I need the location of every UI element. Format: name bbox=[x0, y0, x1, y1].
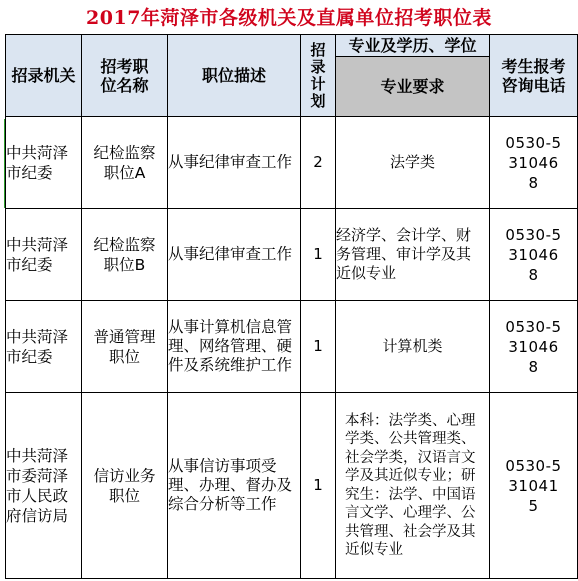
position-cell: 纪检监察职位A bbox=[82, 117, 168, 209]
requirement-cell: 计算机类 bbox=[336, 301, 490, 393]
table-row bbox=[6, 117, 578, 209]
position-cell: 纪检监察职位B bbox=[82, 209, 168, 301]
description-cell: 从事纪律审查工作 bbox=[168, 117, 301, 209]
org-cell: 中共菏泽市委菏泽市人民政府信访局 bbox=[6, 393, 82, 579]
table-row bbox=[6, 209, 578, 301]
description-cell: 从事纪律审查工作 bbox=[168, 209, 301, 301]
phone-cell: 0530-5310468 bbox=[490, 117, 578, 209]
plan-cell: 1 bbox=[301, 301, 336, 393]
header-description: 职位描述 bbox=[168, 35, 301, 117]
positions-table bbox=[5, 34, 578, 579]
header-position-name: 招考职位名称 bbox=[82, 35, 168, 117]
table-title: 2017年菏泽市各级机关及直属单位招考职位表 bbox=[86, 7, 492, 29]
header-org: 招录机关 bbox=[6, 35, 82, 117]
header-major-group: 专业及学历、学位 bbox=[336, 35, 490, 57]
phone-cell: 0530-5310468 bbox=[490, 209, 578, 301]
requirement-cell: 法学类 bbox=[336, 117, 490, 209]
plan-cell: 1 bbox=[301, 393, 336, 579]
table-row bbox=[6, 393, 578, 579]
requirement-cell: 经济学、会计学、财务管理、审计学及其近似专业 bbox=[336, 209, 490, 301]
description-cell: 从事计算机信息管理、网络管理、硬件及系统维护工作 bbox=[168, 301, 301, 393]
header-phone: 考生报考咨询电话 bbox=[490, 35, 578, 117]
phone-cell: 0530-5310415 bbox=[490, 393, 578, 579]
header-major-requirement: 专业要求 bbox=[336, 57, 490, 117]
description-cell: 从事信访事项受理、办理、督办及综合分析等工作 bbox=[168, 393, 301, 579]
phone-cell: 0530-5310468 bbox=[490, 301, 578, 393]
plan-cell: 2 bbox=[301, 117, 336, 209]
position-cell: 信访业务职位 bbox=[82, 393, 168, 579]
org-cell: 中共菏泽市纪委 bbox=[6, 117, 82, 209]
requirement-cell: 本科：法学类、心理学类、公共管理类、社会学类，汉语言文学及其近似专业；研究生：法学、中国语言文学、心理学、公共管理、社会学及其近似专业 bbox=[336, 393, 490, 579]
org-cell: 中共菏泽市纪委 bbox=[6, 301, 82, 393]
position-cell: 普通管理职位 bbox=[82, 301, 168, 393]
org-cell: 中共菏泽市纪委 bbox=[6, 209, 82, 301]
table-row bbox=[6, 301, 578, 393]
plan-cell: 1 bbox=[301, 209, 336, 301]
header-plan: 招录计划 bbox=[301, 35, 336, 117]
